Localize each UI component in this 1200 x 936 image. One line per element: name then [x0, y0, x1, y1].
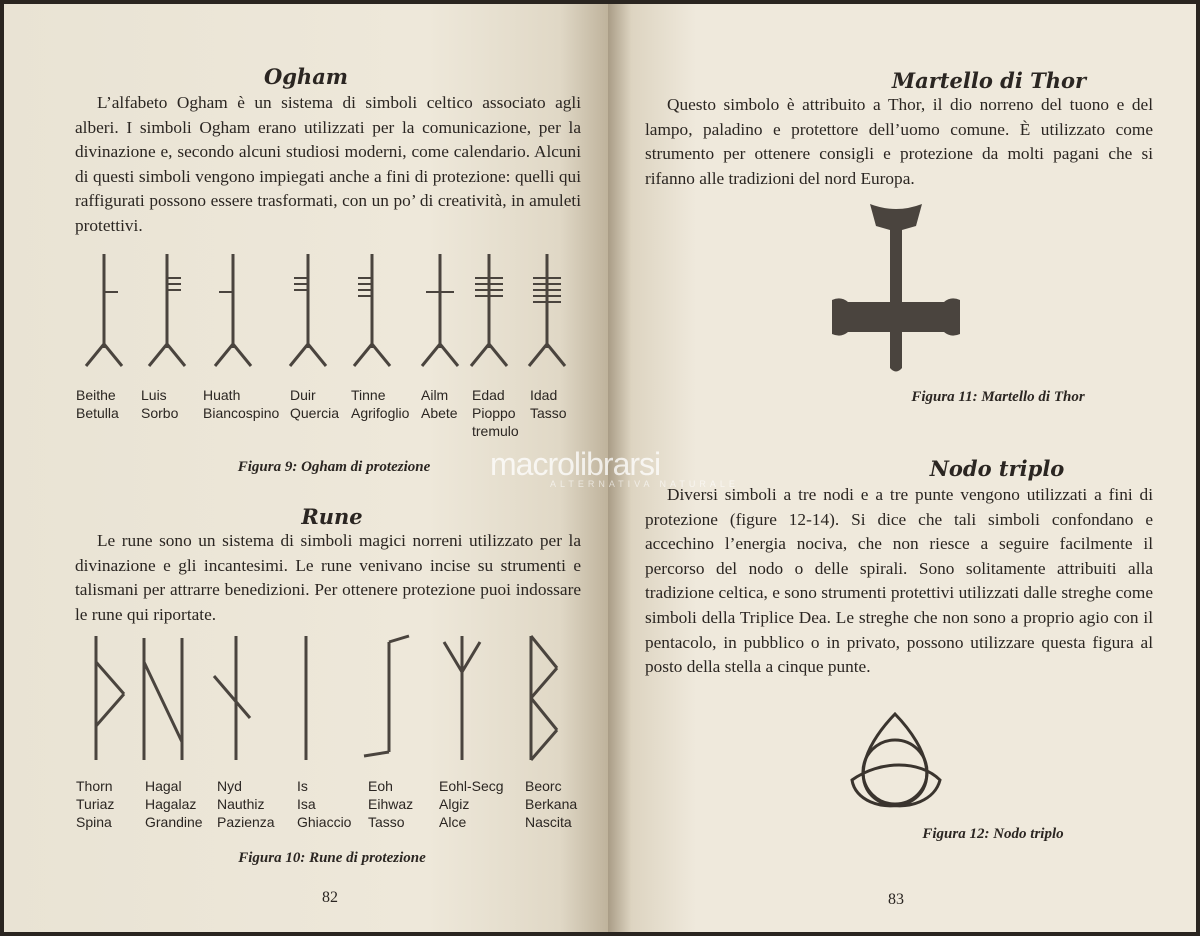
watermark-logo [490, 446, 739, 489]
rune-label-line: Thorn [76, 778, 113, 794]
ogham-label-line: Ailm [421, 387, 449, 403]
watermark-tagline: ALTERNATIVA NATURALE [550, 479, 739, 489]
rune-stroke [462, 642, 480, 672]
rune-stroke [531, 698, 557, 730]
heading-thor: Martello di Thor [891, 68, 1087, 93]
ogham-leg [489, 344, 507, 366]
ogham-label [351, 386, 409, 422]
rune-label [76, 777, 114, 831]
ogham-label-line: Sorbo [141, 405, 179, 421]
ogham-label-line: Abete [421, 405, 458, 421]
ogham-label-line: Edad [472, 387, 505, 403]
ogham-leg [233, 344, 251, 366]
rune-stroke [96, 662, 124, 694]
rune-label-line: Ghiaccio [297, 814, 352, 830]
ogham-leg [354, 344, 372, 366]
rune-label [525, 777, 577, 831]
rune-stroke [144, 662, 182, 742]
rune-label-line: Eohl-Secg [439, 778, 504, 794]
ogham-leg [529, 344, 547, 366]
page-number: 83 [888, 891, 904, 908]
ogham-label-line: Beithe [76, 387, 116, 403]
ogham-leg [167, 344, 185, 366]
rune-stroke [389, 636, 409, 642]
ogham-label-line: Luis [141, 387, 167, 403]
ogham-label [203, 386, 279, 422]
rune-symbols-figure [4, 632, 608, 772]
rune-label-line: Berkana [525, 796, 578, 812]
ogham-label-line: tremulo [472, 423, 519, 439]
rune-label-line: Spina [76, 814, 112, 830]
heading-ogham: Ogham [263, 64, 349, 89]
triquetra-image [840, 710, 950, 810]
rune-label [217, 777, 275, 831]
ogham-leg [86, 344, 104, 366]
rune-label-line: Isa [297, 796, 316, 812]
ogham-leg [440, 344, 458, 366]
thor-hammer-image [826, 200, 966, 375]
rune-label [368, 777, 413, 831]
ogham-leg [290, 344, 308, 366]
rune-label-line: Beorc [525, 778, 562, 794]
rune-label-line: Turiaz [76, 796, 115, 812]
rune-label-line: Tasso [368, 814, 405, 830]
watermark-brand: macrolibrarsi [490, 446, 661, 482]
ogham-leg [471, 344, 489, 366]
caption-figure-12: Figura 12: Nodo triplo [922, 826, 1064, 842]
paragraph-nodo-triplo: Diversi simboli a tre nodi e a tre punte vengono utilizzati a fini di protezione (figure 12-14). Si dice che tali simboli confondano e accechino l’energia nociva, che non riesce a seguire facilmente il percorso del nodo o delle spirali. Sono solitamente attribuiti alla tradizione celtica, e sono strumenti protettivi utilizzati dalle streghe come simboli della Triplice Dea. Le streghe che non sono a proprio agio con il pentacolo, in pubblico o in privato, possono utilizzare questa figura al posto della stella a cinque punte. [645, 485, 1153, 677]
rune-label-line: Nauthiz [217, 796, 265, 812]
ogham-leg [422, 344, 440, 366]
ogham-leg [308, 344, 326, 366]
rune-label-line: Hagalaz [145, 796, 197, 812]
rune-label-line: Eoh [368, 778, 393, 794]
rune-label-line: Nyd [217, 778, 242, 794]
caption-figure-9: Figura 9: Ogham di protezione [237, 459, 431, 475]
heading-rune: Rune [301, 504, 363, 529]
rune-stroke [96, 694, 124, 726]
ogham-label-line: Tasso [530, 405, 567, 421]
caption-figure-11: Figura 11: Martello di Thor [911, 389, 1085, 405]
rune-stroke [364, 752, 389, 756]
ogham-label-line: Agrifoglio [351, 405, 410, 421]
paragraph-thor: Questo simbolo è attribuito a Thor, il dio norreno del tuono e del lampo, paladino e protettore dell’uomo comune. È utilizzato come strumento per ottenere consigli e protezione da molti pagani che si rifanno alle tradizioni del nord Europa. [645, 95, 1153, 188]
ogham-label [76, 386, 119, 422]
rune-label [297, 777, 351, 831]
ogham-label [290, 386, 339, 422]
ogham-leg [104, 344, 122, 366]
rune-label [439, 777, 504, 831]
ogham-leg [547, 344, 565, 366]
caption-figure-10: Figura 10: Rune di protezione [238, 850, 426, 866]
paragraph-rune: Le rune sono un sistema di simboli magici norreni utilizzato per la divinazione e gli incantesimi. Le rune venivano incise su strumenti e talismani per attrarre benedizioni. Per ottenere protezione puoi indossare le rune qui riportate. [75, 531, 581, 624]
ogham-label [141, 386, 178, 422]
ogham-label-line: Biancospino [203, 405, 280, 421]
rune-label-line: Hagal [145, 778, 182, 794]
ogham-label [472, 386, 519, 440]
rune-stroke [531, 730, 557, 760]
rune-stroke [531, 668, 557, 698]
ogham-label-line: Idad [530, 387, 558, 403]
rune-label-line: Eihwaz [368, 796, 414, 812]
ogham-label-line: Betulla [76, 405, 119, 421]
rune-label-line: Alce [439, 814, 467, 830]
ogham-label-line: Quercia [290, 405, 340, 421]
rune-label-line: Is [297, 778, 308, 794]
ogham-label [421, 386, 458, 422]
ogham-label [530, 386, 567, 422]
ogham-label-line: Tinne [351, 387, 386, 403]
ogham-label-line: Pioppo [472, 405, 516, 421]
rune-label [145, 777, 203, 831]
heading-nodo-triplo: Nodo triplo [929, 456, 1065, 481]
ogham-label-line: Huath [203, 387, 241, 403]
rune-stroke [531, 636, 557, 668]
rune-stroke [444, 642, 462, 672]
ogham-leg [149, 344, 167, 366]
page-number: 82 [322, 889, 338, 906]
rune-label-line: Nascita [525, 814, 572, 830]
ogham-label-line: Duir [290, 387, 316, 403]
paragraph-ogham: L’alfabeto Ogham è un sistema di simboli celtico associato agli alberi. I simboli Ogham erano utilizzati per la comunicazione, per la divinazione e, secondo alcuni studiosi moderni, come calendario. Alcuni di questi simboli vengono impiegati anche a fini di protezione: quelli qui raffigurati possono essere trasformati, con un po’ di creatività, in amuleti protettivi. [75, 93, 581, 235]
ogham-leg [215, 344, 233, 366]
ogham-leg [372, 344, 390, 366]
rune-label-line: Grandine [145, 814, 203, 830]
rune-stroke [214, 676, 250, 718]
rune-label-line: Algiz [439, 796, 470, 812]
ogham-symbols-figure [4, 248, 608, 378]
rune-label-line: Pazienza [217, 814, 275, 830]
